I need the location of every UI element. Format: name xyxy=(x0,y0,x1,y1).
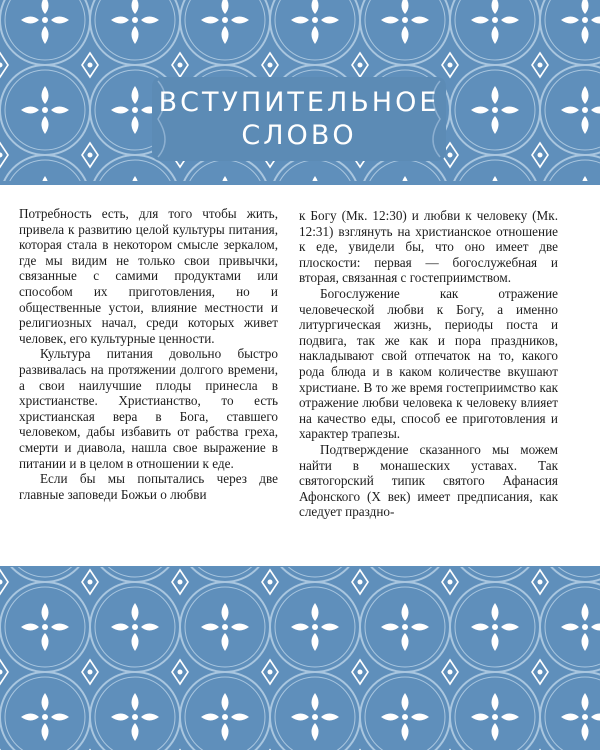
flower-motif xyxy=(381,0,429,44)
flower-motif xyxy=(21,603,69,651)
diamond-motif xyxy=(442,660,458,684)
paragraph: Потребность есть, для того чтобы жить, привела к развитию целой культуры питания, которая стала в некотором смысле зеркалом, где мы видим не только свои привычки, связанные с самими продуктами или способом их приготовления, но и общественные устои, влияние местности и религиозных начал, среди которых живет человек, его культурные ценности. xyxy=(19,206,278,346)
diamond-motif xyxy=(172,660,188,684)
top-band-edge xyxy=(0,181,600,185)
flower-motif xyxy=(561,0,600,44)
flower-motif xyxy=(21,0,69,44)
title-line-2: СЛОВО xyxy=(241,120,357,151)
diamond-motif xyxy=(352,570,368,594)
page-title xyxy=(152,77,446,161)
diamond-motif xyxy=(262,53,278,77)
diamond-motif xyxy=(532,53,548,77)
diamond-motif xyxy=(82,570,98,594)
flower-motif xyxy=(21,693,69,741)
diamond-motif xyxy=(532,660,548,684)
flower-motif xyxy=(201,693,249,741)
flower-motif xyxy=(471,603,519,651)
flower-motif xyxy=(471,86,519,134)
flower-motif xyxy=(291,603,339,651)
flower-motif xyxy=(381,693,429,741)
flower-motif xyxy=(201,603,249,651)
diamond-motif xyxy=(262,570,278,594)
diamond-motif xyxy=(172,53,188,77)
diamond-motif xyxy=(532,143,548,167)
diamond-motif xyxy=(0,53,8,77)
flower-motif xyxy=(381,603,429,651)
diamond-motif xyxy=(82,53,98,77)
diamond-motif xyxy=(172,570,188,594)
diamond-motif xyxy=(532,570,548,594)
diamond-motif xyxy=(0,143,8,167)
bottom-ornament-band xyxy=(0,567,600,750)
paragraph: Подтверждение сказанного мы можем найти в монашеских уставах. Так святогорский типик святого Афанасия Афонского (X век) имеет предписания, как следует праздно- xyxy=(299,441,558,520)
diamond-motif xyxy=(352,660,368,684)
title-plate xyxy=(152,77,446,161)
paragraph: Если бы мы попытались через две главные заповеди Божьи о любви xyxy=(19,471,278,502)
diamond-motif xyxy=(352,53,368,77)
flower-motif xyxy=(561,693,600,741)
left-text-column xyxy=(19,206,278,502)
diamond-motif xyxy=(262,660,278,684)
diamond-motif xyxy=(82,143,98,167)
flower-motif xyxy=(111,0,159,44)
diamond-motif xyxy=(442,570,458,594)
paragraph: Культура питания довольно быстро развивалась на протяжении долгого времени, а свои наилучшие плоды принесла в христианстве. Христианство, то есть христианская вера в Бога, ставшего человеком, дабы избавить от рабства греха, смерти и диавола, нашла свое выражение в питании и в целом в отношении к еде. xyxy=(19,346,278,471)
flower-motif xyxy=(561,86,600,134)
title-line-1: ВСТУПИТЕЛЬНОЕ xyxy=(158,87,440,118)
flower-motif xyxy=(111,693,159,741)
flower-motif xyxy=(291,0,339,44)
right-text-column xyxy=(299,208,558,520)
flower-motif xyxy=(21,86,69,134)
paragraph: Богослужение как отражение человеческой любви к Богу, а именно литургическая жизнь, периоды поста и подвига, так же как и пора праздников, накладывают свой отпечаток на то, какого рода блюда и в каком количестве вкушают христиане. В то же время гостеприимство как отражение любви человека к человеку влияет на качество еды, способ ее приготовления и характер трапезы. xyxy=(299,285,558,442)
ornament-pattern xyxy=(0,567,600,750)
diamond-motif xyxy=(0,660,8,684)
flower-motif xyxy=(561,603,600,651)
diamond-motif xyxy=(82,660,98,684)
diamond-motif xyxy=(0,570,8,594)
flower-motif xyxy=(291,693,339,741)
paragraph: к Богу (Мк. 12:30) и любви к человеку (Мк. 12:31) взглянуть на христианское отношение к еде, увидели бы, что оно имеет две плоскости: первая — богослужебная и вторая, связанная с гостеприимством. xyxy=(299,208,558,286)
diamond-motif xyxy=(442,53,458,77)
flower-motif xyxy=(201,0,249,44)
flower-motif xyxy=(471,693,519,741)
flower-motif xyxy=(471,0,519,44)
flower-motif xyxy=(111,603,159,651)
